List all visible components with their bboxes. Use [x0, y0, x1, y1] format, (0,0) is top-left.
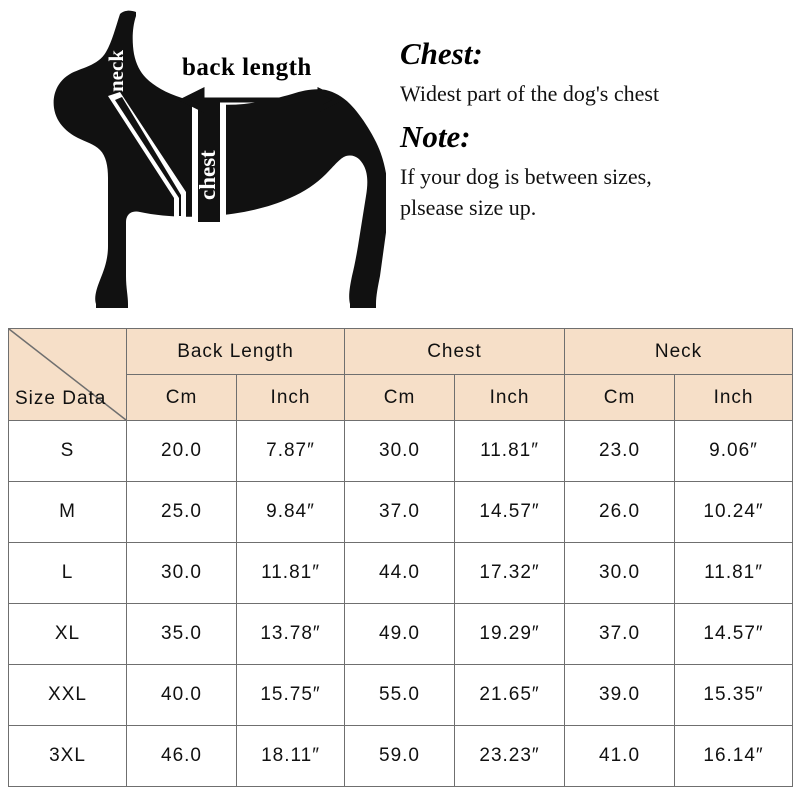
cell-neck-cm: 39.0 — [565, 665, 675, 726]
cell-chest-cm: 37.0 — [345, 482, 455, 543]
cell-chest-cm: 44.0 — [345, 543, 455, 604]
cell-neck-inch: 15.35″ — [675, 665, 793, 726]
table-row — [9, 482, 793, 543]
back-length-label: back length — [182, 54, 312, 81]
chest-label: chest — [195, 150, 220, 200]
cell-neck-cm: 23.0 — [565, 421, 675, 482]
neck-label: neck — [104, 50, 128, 92]
cell-back-length-inch: 11.81″ — [237, 543, 345, 604]
cell-back-length-inch: 9.84″ — [237, 482, 345, 543]
cell-chest-inch: 21.65″ — [455, 665, 565, 726]
cell-chest-cm: 59.0 — [345, 726, 455, 787]
cell-neck-inch: 9.06″ — [675, 421, 793, 482]
cell-chest-inch: 19.29″ — [455, 604, 565, 665]
table-header-groups — [9, 329, 793, 375]
cell-neck-inch: 14.57″ — [675, 604, 793, 665]
unit-header-neck-cm: Cm — [565, 375, 675, 421]
group-header-back-length: Back Length — [127, 329, 345, 375]
chest-description: Widest part of the dog's chest — [400, 80, 660, 106]
size-data-label: Size Data — [15, 388, 107, 409]
cell-chest-cm: 30.0 — [345, 421, 455, 482]
cell-chest-inch: 17.32″ — [455, 543, 565, 604]
cell-back-length-cm: 20.0 — [127, 421, 237, 482]
cell-neck-cm: 41.0 — [565, 726, 675, 787]
cell-neck-inch: 10.24″ — [675, 482, 793, 543]
unit-header-back-length-inch: Inch — [237, 375, 345, 421]
unit-header-back-length-cm: Cm — [127, 375, 237, 421]
unit-header-chest-inch: Inch — [455, 375, 565, 421]
cell-neck-cm: 37.0 — [565, 604, 675, 665]
chest-heading: Chest: — [400, 36, 483, 71]
cell-neck-inch: 16.14″ — [675, 726, 793, 787]
table-row — [9, 543, 793, 604]
cell-chest-cm: 49.0 — [345, 604, 455, 665]
cell-back-length-cm: 30.0 — [127, 543, 237, 604]
illustration-area — [0, 0, 800, 322]
notes-block — [400, 36, 790, 223]
note-line-2: plsease size up. — [400, 194, 537, 220]
cell-back-length-inch: 15.75″ — [237, 665, 345, 726]
cell-back-length-inch: 7.87″ — [237, 421, 345, 482]
cell-neck-cm: 26.0 — [565, 482, 675, 543]
table-row — [9, 604, 793, 665]
cell-back-length-cm: 35.0 — [127, 604, 237, 665]
row-size-label: 3XL — [9, 726, 127, 787]
group-header-neck: Neck — [565, 329, 793, 375]
cell-chest-inch: 23.23″ — [455, 726, 565, 787]
cell-back-length-cm: 40.0 — [127, 665, 237, 726]
cell-chest-inch: 11.81″ — [455, 421, 565, 482]
size-data-corner-cell — [9, 329, 127, 421]
size-chart-table — [8, 328, 793, 787]
row-size-label: L — [9, 543, 127, 604]
cell-chest-cm: 55.0 — [345, 665, 455, 726]
cell-neck-inch: 11.81″ — [675, 543, 793, 604]
note-line-1: If your dog is between sizes, — [400, 163, 652, 189]
table-row — [9, 726, 793, 787]
unit-header-chest-cm: Cm — [345, 375, 455, 421]
unit-header-neck-inch: Inch — [675, 375, 793, 421]
row-size-label: S — [9, 421, 127, 482]
cell-back-length-inch: 13.78″ — [237, 604, 345, 665]
cell-back-length-inch: 18.11″ — [237, 726, 345, 787]
cell-back-length-cm: 46.0 — [127, 726, 237, 787]
row-size-label: M — [9, 482, 127, 543]
table-row — [9, 421, 793, 482]
note-heading: Note: — [400, 118, 471, 154]
cell-neck-cm: 30.0 — [565, 543, 675, 604]
table-row — [9, 665, 793, 726]
group-header-chest: Chest — [345, 329, 565, 375]
cell-back-length-cm: 25.0 — [127, 482, 237, 543]
row-size-label: XXL — [9, 665, 127, 726]
cell-chest-inch: 14.57″ — [455, 482, 565, 543]
row-size-label: XL — [9, 604, 127, 665]
